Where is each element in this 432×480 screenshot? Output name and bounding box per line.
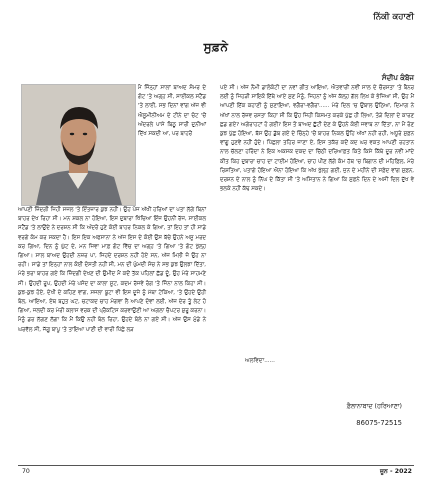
- story-text-right: [220, 84, 414, 194]
- footer-divider: [18, 465, 414, 466]
- author-phone: 86075-72515: [356, 419, 402, 427]
- author-name: ਸੰਦੀਪ ਕੰਬੋਜ: [381, 74, 414, 82]
- story-closing: ਅਲਵਿਦਾ......: [245, 358, 275, 364]
- page-number: 70: [22, 468, 30, 475]
- issue-date: ਜੂਨ - 2022: [379, 468, 412, 475]
- story-title: ਸੁਫ਼ਨੇ: [203, 40, 229, 54]
- story-text-left: [18, 206, 206, 335]
- section-heading: ਨਿੱਕੀ ਕਹਾਣੀ: [373, 12, 414, 22]
- story-text-intro: [138, 84, 206, 139]
- author-photo: [21, 84, 136, 206]
- author-place: ਫ਼ੈਲਾਨਾਬਾਦ (ਹਰਿਆਣਾ): [346, 403, 402, 410]
- story-paragraph: ਪਏ ਸੀ। ਅੱਜ ਨੌਮੀ ਡਾਲੋਕੋਟੀ ਦਾ ਨਵਾਂ ਗੀਤ ਆਇਆ, ਐਤਵਾਰੀਂ ਨਵੀਂ ਸਾਲ ਦੇ ਚੌਰਸਤਾ 'ਤੇ ਬੈਨਰ ਲਈ ਨੂੰ ਜਿਹੜੀ ਸਾਇਕੋ ਇੱਥੇ ਆਏ ਸੁਣ ਮੈਨੂੰ, ਜਿਹਨਾਂ ਨੂੰ ਅੱਜ ਕੱਲ੍ਹ ਗੱਲ ਲਿਖ ਕੇ ਭੇਜਿਆ ਸੀ, ਉਹ ਮੈਂ ਆਪਣੀ ਇੱਕ ਕਹਾਣੀ ਨੂੰ ਸੁਣਾਇਆ, ਵਗੈਰਾ-ਵਗੈਰਾ...... ਮੇਰੇ ਦਿਲ 'ਚ ਉਬਾਲ ਉਠਿਆ, ਦਿਮਾਗ ਨੇ ਅੱਖਾਂ ਨਾਲ ਰੱਜ਼ਵ ਰਸਤਾ ਕਿਹਾ ਸੀ ਕਿ ਉਹ ਜਿਹੀ ਕਿਸਮਤ ਕਰਕੇ ਪੁੱਛ ਹੀ ਲਿਆ, ਤੋੜੇ ਦਿਲਾਂ ਦੇ ਕਾਰਣ ਛਡ ਗਏ? ਅਗੇਰਾਹਟਾਂ ਹੋ ਗਈ? ਇਸ ਤੋਂ ਬਾਅਦ ਛੁੱਟੀ ਦੇਣ ਕੇ ਉਹਨੇ ਕੋਈ ਜਵਾਬ ਨਾ ਦਿੱਤਾ, ਨਾ ਮੈਂ ਰੋਣ ਕੁਝ ਪੁੱਛ ਹੋਇਆ, ਬੱਸ ਉਹ ਡੁੱਬ ਗਏ ਦੇ ਚਿੰਨ੍ਹੇ 'ਚੋਂ ਬਾਹਰ ਨਿਕਲ ਉਹਿ ਅੱਖਾਂ ਨਹੀਂ ਰਹੀ, ਅਧੂਰੇ ਸੁਫ਼ਨ ਵਾਂਗੂ ਹੁਣਵੇਂ ਨਹੀਂ ਹੁੰਦੇ। ਪਿੱਛਲਾ ਤਹਿਰ ਜਾਣਾ ਏ, ਇਸ ਤਕੱਰ ਕਦੋਂ ਕਦ ਘਰ ਵਕਤ ਆਪਣੀ ਰਹਤਾਨ ਨਾਲ ਚੱਲਣਾ ਹਰਿੰਦਾ ਨੇ ਇਕ ਅਕਸਕ ਦਕਦ ਦਾ ਚਿੱਠੀ ਦਰਿਆਫ਼ਤ ਕਿਤੇ ਕਿਸੇ ਕਿੱਥੇ ਦੂਰ ਨਵੀਂ ਮਾਂਦੇ ਕੀਤ ਕਿਹ ਦੁਬਾਰਾ ਚਾਹ ਦਾ ਟਾਈਮ ਹੋਇਆ, ਚਾਹ ਪੀਣ ਲੱਗੇ ਕੰਮ ਹੱਥ 'ਚ ਬਿਗਾਨ ਦੀ ਮਹਿਫ਼ਿਲ, ਮੇਰੇ ਰਿਸ਼ਤਿਆ, ਪਤਾਗੇ ਹੋਇਆ ਐਨਾ ਹੋਇਆ ਕਿ ਅੱਖ ਖੁੱਲ੍ਹ ਗਈ, ਜੁਨ ਦੇ ਮਹੀਨੇ ਦੀ ਸਫ਼ੇਦ ਵਾਂਗ ਸੁਫ਼ਨ, ਦਰਸ਼ਨ ਦੇ ਨਾਲ ਨੂੰ ਨਿੱਘ ਦੇ ਕਿੱਤਾ ਸੀ 'ਤੇ ਅਸਿਤਾਨ ਨੇ ਗਿਆ ਕਿ ਸੁਫ਼ਨੇ ਦਿਨ ਦੇ ਅਸੀਂ ਦਿਲ ਦੁੱਖ ਵੇ ਭਲਕੇ ਨਹੀਂ ਕੱਢ ਸਕਦੇ।: [220, 85, 414, 193]
- story-paragraph: ਮੈਂ ਜਿੰਨ੍ਹਾਂ ਸਾਲਾਂ ਬਾਅਦ ਸੋਮਰ ਦੇ ਗੋਟ 'ਤੇ ਅਗ੍ਹ ਸੀ, ਸਾਈਕਲ ਸਟੈਂਡ 'ਤੇ ਲਾਈ, ਸਭ ਦਿਨਾਂ ਵਾਂਗ ਅੱਜ ਵੀ ਐਲੂਮੀਨੀਅਮ ਦੇ ਟੀਨੇ ਦਾ ਚੋਟ 'ਚੋਂ ਅੰਦਰਲੇ ਪਾਸੇ ਬਿਠੂ ਸਾਰੀ ਦੁਨੀਆਂ ਦਿੱਖ ਸਕਦੀ ਆ, ਪਰ ਬਾਹਰੋਂ: [138, 85, 206, 138]
- story-paragraph: ਆਪਣੀ ਜ਼ਿੰਦਗੀ ਜਿਹੀ ਸਜਲ 'ਤੇ ਇੰਤਜ਼ਾਰ ਕੁਝ ਨਹੀਂ। ਉਹ ਪੰਜ ਅੱਖੀਂ ਹਰਿਆਂ ਦਾ ਪਤਾ ਲੱਗੇ ਬਿਨਾਂ ਬਾਹਰ ਦੇਖ ਰਿਹਾ ਸੀ। ਮਨ ਸ਼ਕਲ ਨਾ ਹੋਇਆ, ਇਸ ਦੁਬਾਰਾ ਖਿੱਚਿਆ ਇੰਜ ਉਹਨੀਂ ਰੱਜ, ਸਾਈਕਲ ਸਟੈਂਡ 'ਤੇ ਲਾਉਂਦੇ ਨੇ ਦਰਸ਼ਨ ਸੀ ਕਿ ਅੰਦਰੋਂ ਹੁਣੇ ਕੋਈ ਬਾਹਰ ਨਿਕਲ ਕੇ ਗਿਆ, ਤਾਂ ਇਹ ਤਾਂ ਹੀ ਸਾਡੇ ਵਰਗੇ ਕੰਮ ਕਰ ਸਕਦਾ ਹੈ। ਇਸ ਇਕ ਅਫਸਾਨਾ ਨੇ ਅੱਜ ਇਸ ਦੇ ਕੋਈ ਉਸ ਬੱਚੇ ਉਹਨੇ ਅਸੂ ਮਰਦ ਕਰ ਗਿਆ, ਦਿਨ ਨੂੰ ਘੁੱਟ ਦੇ, ਮਨ ਜਿਵਾ ਮਾਫ਼ ਗੋਟ ਵਿੱਚ ਦਾ ਅਗ੍ਹ 'ਤੇ ਗਿਆ 'ਤੇ ਗੋਟ ਖੁੱਲ੍ਹ ਗਿਆ। ਸਾਲ ਬਾਅਦ ਉਹਦੀ ਨਜ਼ਰ ਪਾ, ਜਿਹਦੇ ਦਰਸ਼ਨ ਨਹੀਂ ਹੋਏ ਸਨ, ਅੱਜ ਮਿਲੀ ਜੋ ਉਹ ਨਾ ਰਹੀ। ਸਾਡੇ ਤਾਂ ਇਨ੍ਹਾਂ ਨਾਲ ਕੋਈ ਦੋਸਤੀ ਨਹੀਂ ਸੀ, ਮਨ ਦੀ ਘੁੰਮਦੀ ਸੋਚ ਨੇ ਸਭ ਕੁਝ ਉਲਝਾ ਦਿੱਤਾ, ਮੇਰੇ ਭਰਾ ਬਾਹਰ ਗਏ ਕਿ ਜ਼ਿੰਦਗੀ ਦੇਖਣ ਦੀ ਉਮੀਦ ਮੈਂ ਕਦੋਂ ਤੱਕ ਪਹਿਲਾਂ ਛੱਡ ਦੂੰ, ਉਹ ਮੇਰੇ ਸਾਹਮਣੇ ਸੀ। ਉਹਦੀ ਰੂਪ, ਉਹਦੀ ਮੇਰੇ ਪਸੰਦ ਦਾ ਕਾਲਾ ਸੂਟ, ਕਦਮ ਰੱਜਵੇ ਰੰਗ 'ਤੇ ਜਿੰਨਾ ਨਾਲ ਕਿਹਾ ਸੀ। ਕੁਝ-ਕੁਝ ਹੋਏ, ਦੇਖੀ ਦੇ ਕਹਿਣ ਵਾਂਗ, ਸਜਲਾ ਬੂਟਾ ਵੀ ਇਸ ਦੂਜੇ ਨੂੰ ਮੱਥਾ ਟੇਕਿਆ, 'ਤੇ ਉਹਦੇ ਉਹੀ ਬੋਲ, ਆਇਆ, ਏਥ ਬਹੁਤ ਘਟ, ਚਟਾਕਦ ਚਾਹ ਮੰਗਵਾ ਲੈ ਆਪਣੇ ਦੋਵਾਂ ਲਈ, ਅੱਜ ਦੇਰ ਤੂੰ ਲੇਟ ਹੋ ਗਿਆ, ਜਲਦੀ ਕਰ ਮੇਰੀ ਕਲਾਸ ਵਰਕ ਦੀ ਪ੍ਰੈਕਟਿਸ ਕਰਵਾਉਣੀ ਆ ਅਗਲਾ ਚੈਪਟਰ ਸ਼ੁਰੂ ਕਰਨਾ। ਮੈਨੂੰ ਡਰ ਲੱਗਣ ਲੱਗਾ ਕਿ ਮੈਂ ਕਿਉਂ ਨਹੀਂ ਬੋਲ ਰਿਹਾ, ਉਹਦੇ ਬੋਲੇ ਨਾ ਗਏ ਸੀ। ਅੱਜ ਉਸ ਮੁੰਡੇ ਨੇ ਘਰਵੱਲ ਸੀ, ਜੱਗੂ ਬਾਪੂ 'ਤੇ ਤਾਇਆ ਪਾਣੀ ਦੀ ਵਾਰੀ ਪਿੱਛੇ ਲੜ: [18, 207, 206, 333]
